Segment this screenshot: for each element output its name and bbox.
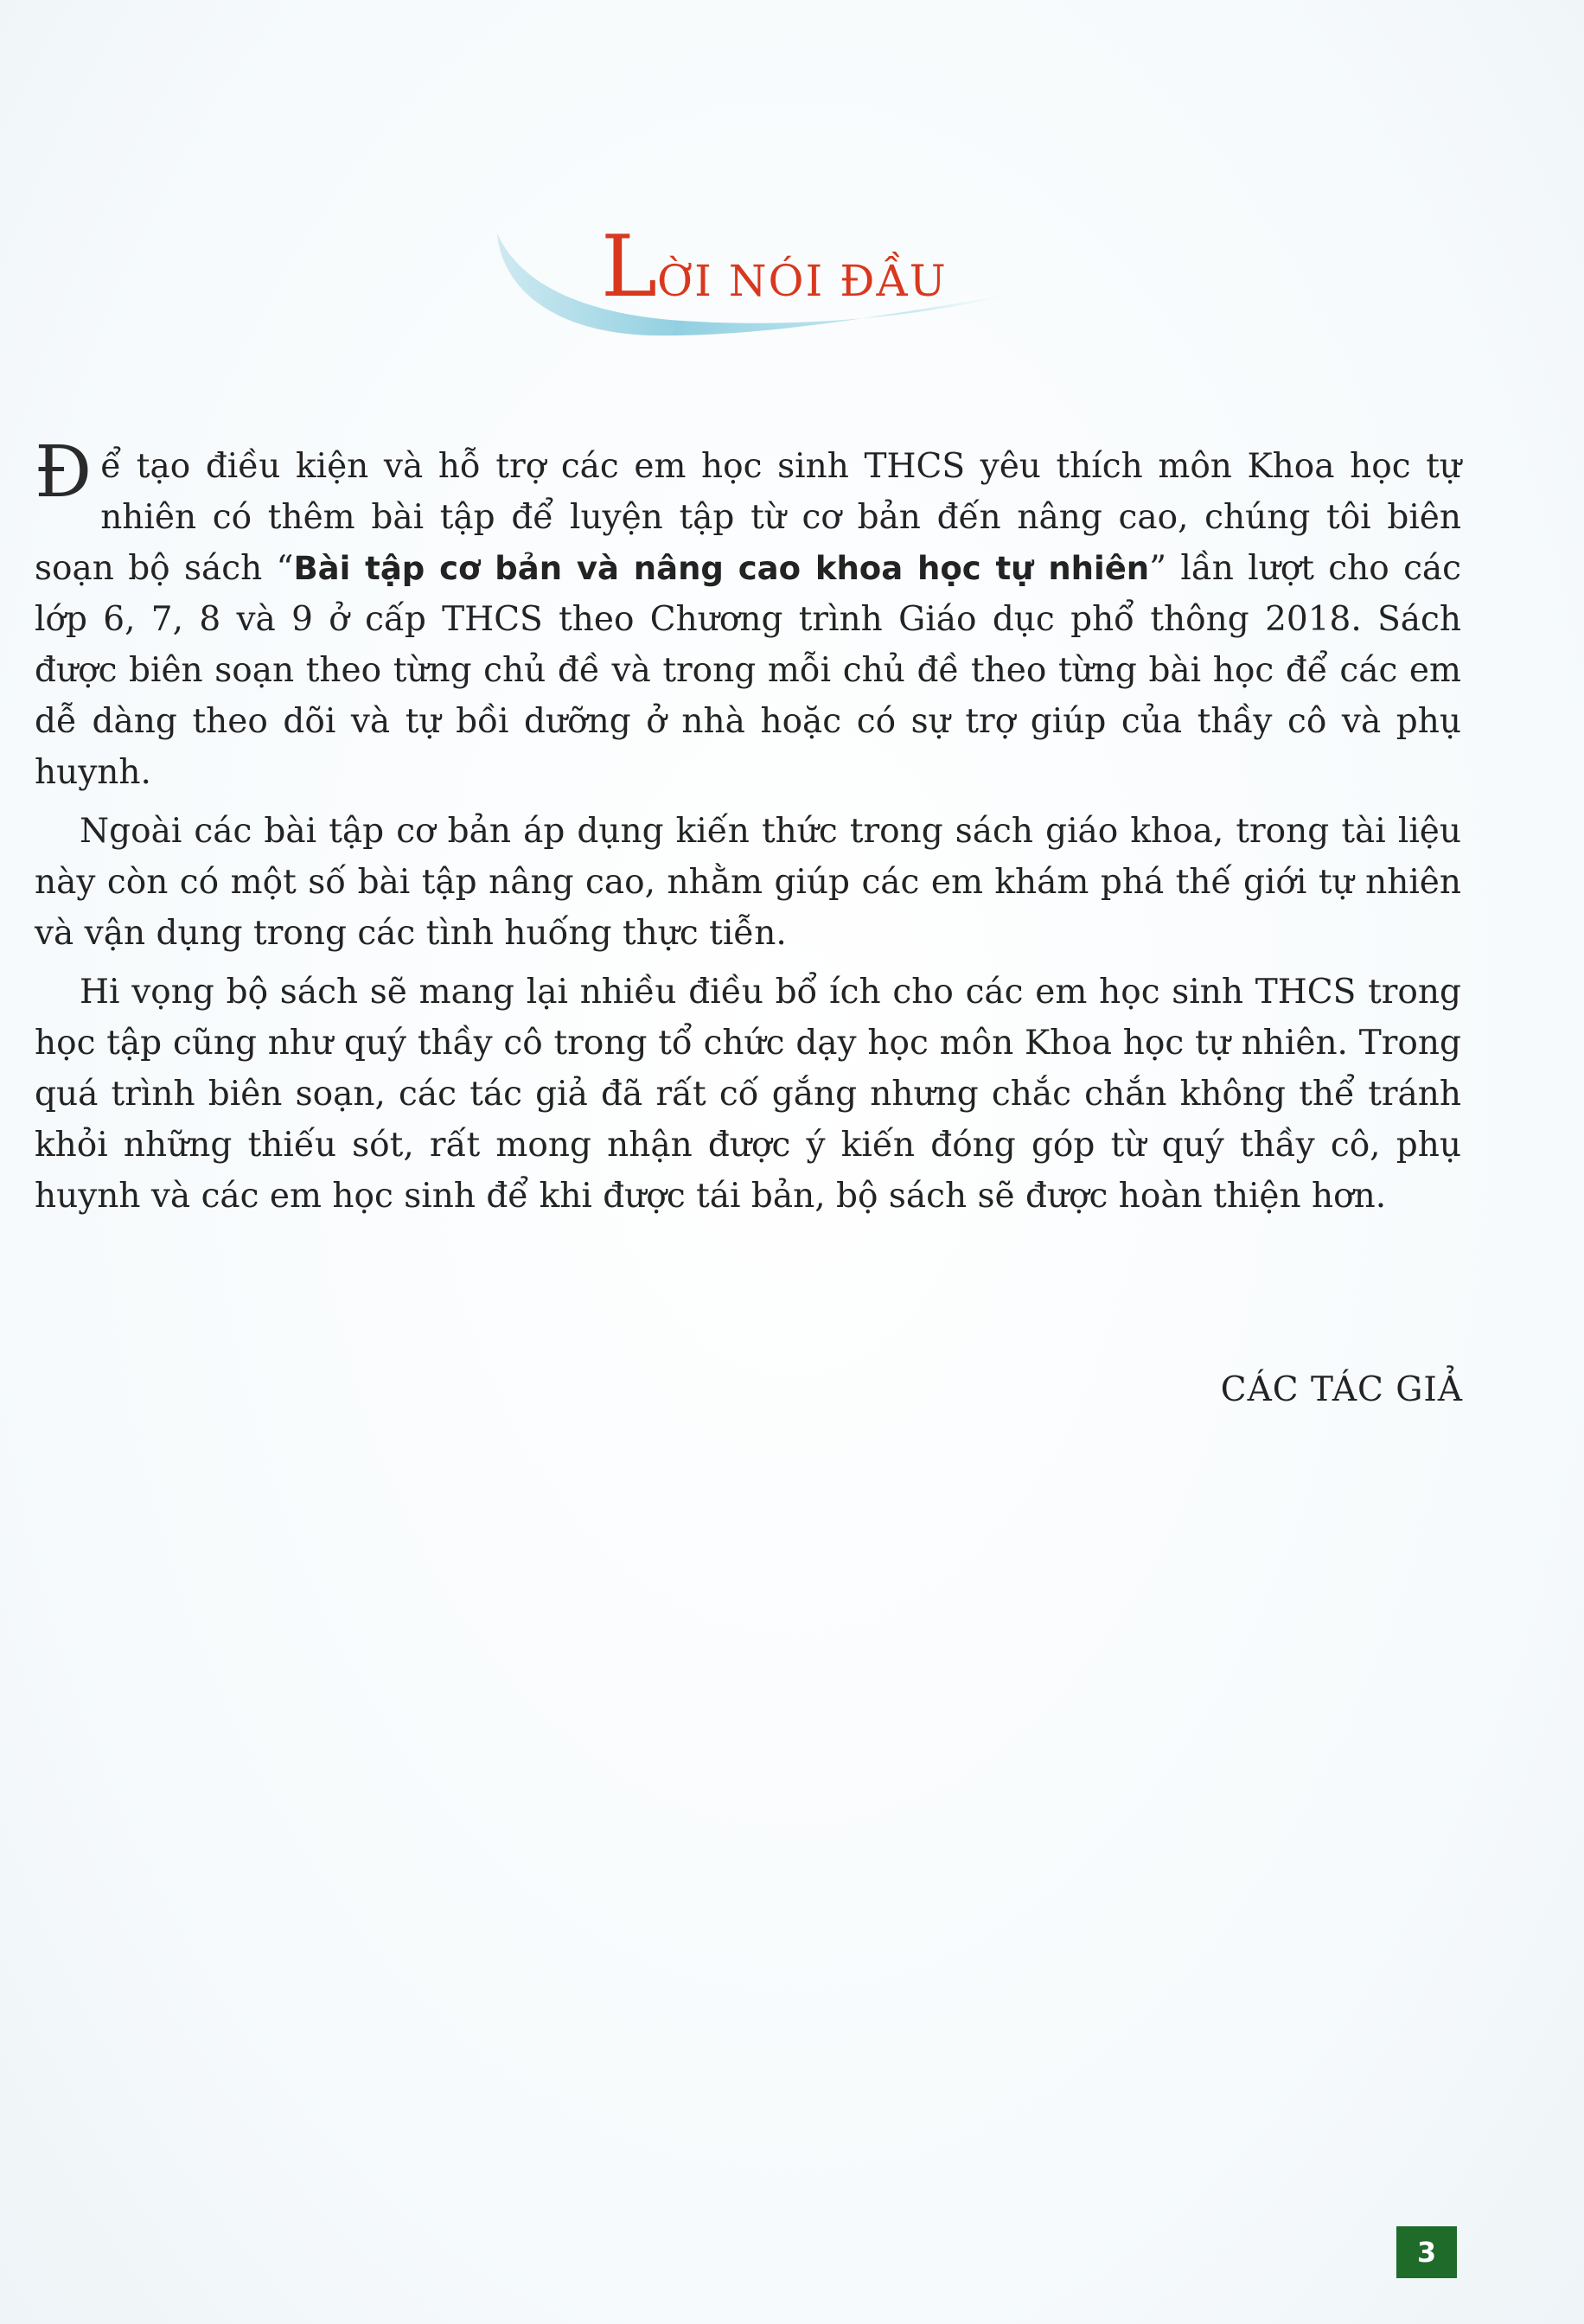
heading-title [601, 218, 948, 316]
paragraph-3: Hi vọng bộ sách sẽ mang lại nhiều điều bổ ích cho các em học sinh THCS trong học tập cũng như quý thầy cô trong tổ chức dạy học môn Khoa học tự nhiên. Trong quá trình biên soạn, các tác giả đã rất cố gắng nhưng chắc chắn không thể tránh khỏi những thiếu sót, rất mong nhận được ý kiến đóng góp từ quý thầy cô, phụ huynh và các em học sinh để khi được tái bản, bộ sách sẽ được hoàn thiện hơn. [35, 973, 1461, 1216]
paragraph-1-text-a: ể tạo điều kiện và hỗ trợ các em học sinh THCS yêu thích môn Khoa học tự nhiên có thêm bài tập để luyện tập từ cơ bản đến nâng cao, chúng tôi biên soạn bộ sách “ [35, 447, 1461, 588]
heading-rest: ỜI NÓI ĐẦU [657, 256, 948, 306]
preface-heading [497, 190, 1033, 363]
heading-first-letter: L [601, 218, 658, 316]
preface-body [35, 431, 1461, 1229]
book-title: Bài tập cơ bản và nâng cao khoa học tự nhiên [293, 550, 1150, 587]
paragraph-1 [35, 431, 1461, 798]
paragraph-1-text-b: ” lần lượt cho các lớp 6, 7, 8 và 9 ở cấp THCS theo Chương trình Giáo dục phổ thông 2018. Sách được biên soạn theo từng chủ đề và trong mỗi chủ đề theo từng bài học để các em dễ dàng theo dõi và tự bồi dưỡng ở nhà hoặc có sự trợ giúp của thầy cô và phụ huynh. [35, 549, 1461, 792]
signature: CÁC TÁC GIẢ [1220, 1370, 1463, 1409]
paragraph-2: Ngoài các bài tập cơ bản áp dụng kiến thức trong sách giáo khoa, trong tài liệu này còn có một số bài tập nâng cao, nhằm giúp các em khám phá thế giới tự nhiên và vận dụng trong các tình huống thực tiễn. [35, 812, 1461, 953]
drop-cap: Đ [35, 431, 93, 514]
page-number-badge: 3 [1396, 2226, 1457, 2278]
